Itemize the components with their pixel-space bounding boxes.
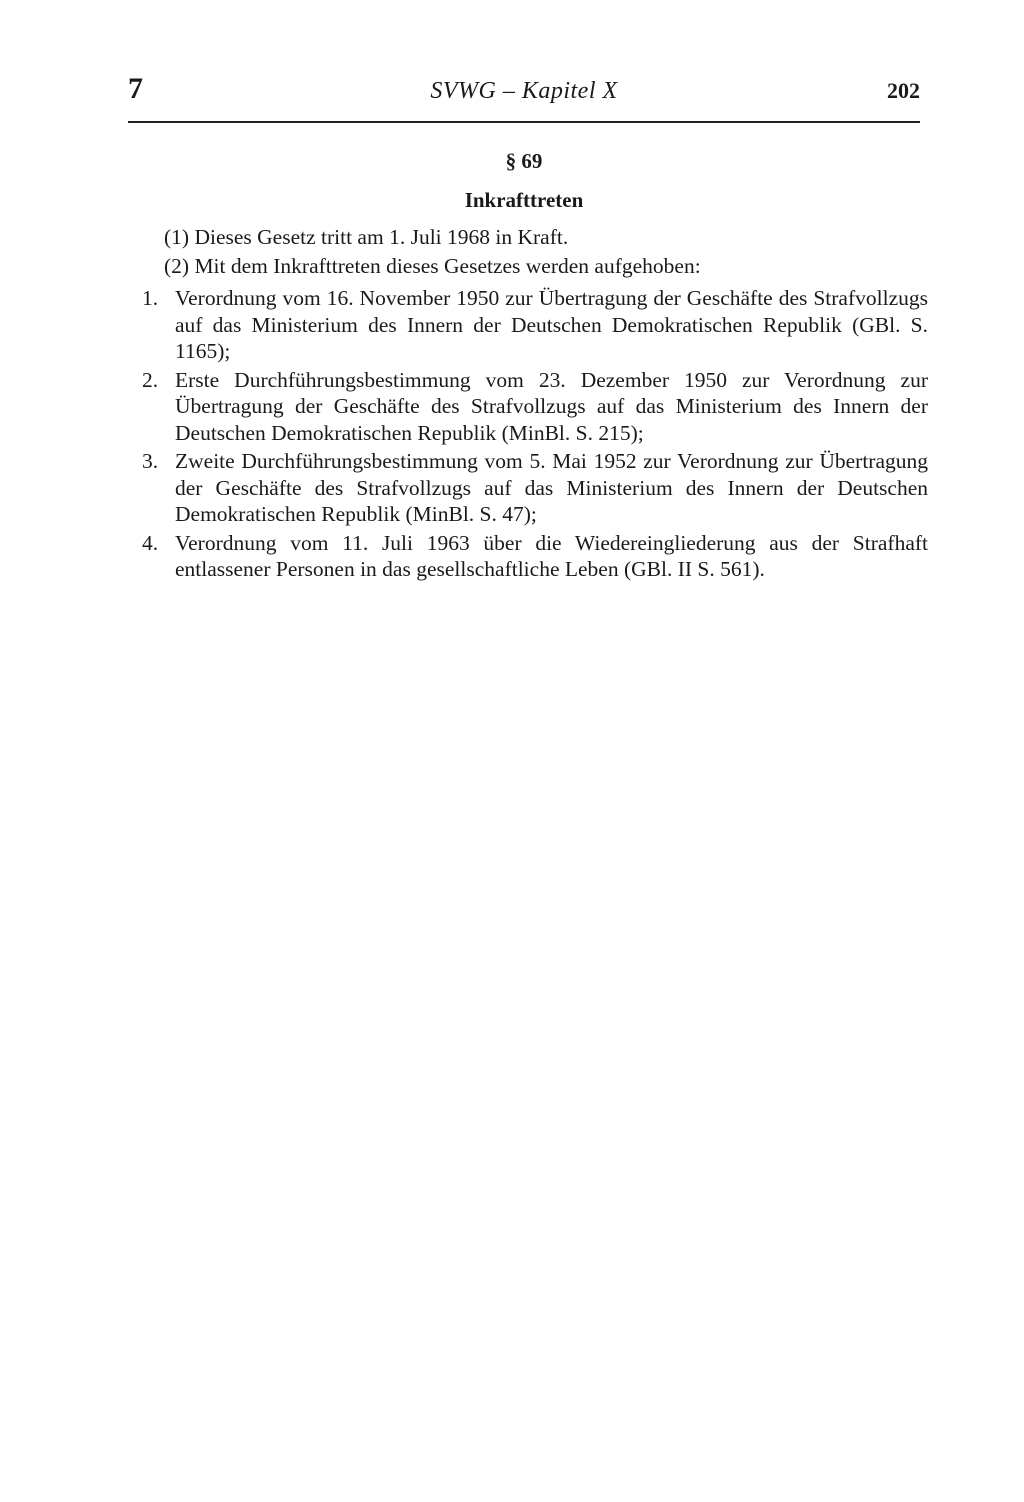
list-item — [142, 448, 928, 528]
list-item-number: 2. — [142, 367, 159, 392]
chapter-number: 7 — [128, 72, 143, 105]
list-item-number: 3. — [142, 449, 159, 473]
section-title: Inkrafttreten — [464, 188, 584, 212]
paragraph-1: (1) Dieses Gesetz tritt am 1. Juli 1968 in Kraft. — [164, 225, 569, 249]
list-item — [142, 367, 928, 447]
paragraph-2: (2) Mit dem Inkrafttreten dieses Gesetzes werden aufgehoben: — [164, 253, 701, 278]
list-item-text: Verordnung vom 11. Juli 1963 über die Wiedereingliederung aus der Strafhaft entlassener Personen in das gesellschaftliche Leben (GBl. II S. 561). — [175, 530, 928, 581]
header-divider — [128, 121, 920, 123]
section-number: § 69 — [505, 149, 543, 173]
list-item — [142, 285, 928, 365]
repealed-regulations-list — [142, 285, 928, 583]
list-item-number: 4. — [142, 530, 159, 555]
list-item — [142, 530, 928, 583]
list-item-number: 1. — [142, 286, 159, 310]
section-body — [142, 224, 928, 585]
list-item-text: Erste Durchführungsbestimmung vom 23. Dezember 1950 zur Verordnung zur Übertragung der Geschäfte des Strafvollzugs auf das Ministerium des Innern der Deutschen Demokratischen Republik (MinBl. S. 215); — [175, 367, 928, 445]
page-number: 202 — [887, 78, 920, 103]
running-title: SVWG – Kapitel X — [430, 78, 618, 104]
list-item-text: Zweite Durchführungsbestimmung vom 5. Mai 1952 zur Verordnung zur Übertragung der Geschäfte des Strafvollzugs auf das Ministerium des Innern der Deutschen Demokratischen Republik (MinBl. S. 47); — [175, 449, 928, 526]
list-item-text: Verordnung vom 16. November 1950 zur Übertragung der Geschäfte des Strafvollzugs auf das Ministerium des Innern der Deutschen Demokratischen Republik (GBl. S. 1165); — [175, 286, 928, 363]
page-header — [128, 72, 920, 114]
